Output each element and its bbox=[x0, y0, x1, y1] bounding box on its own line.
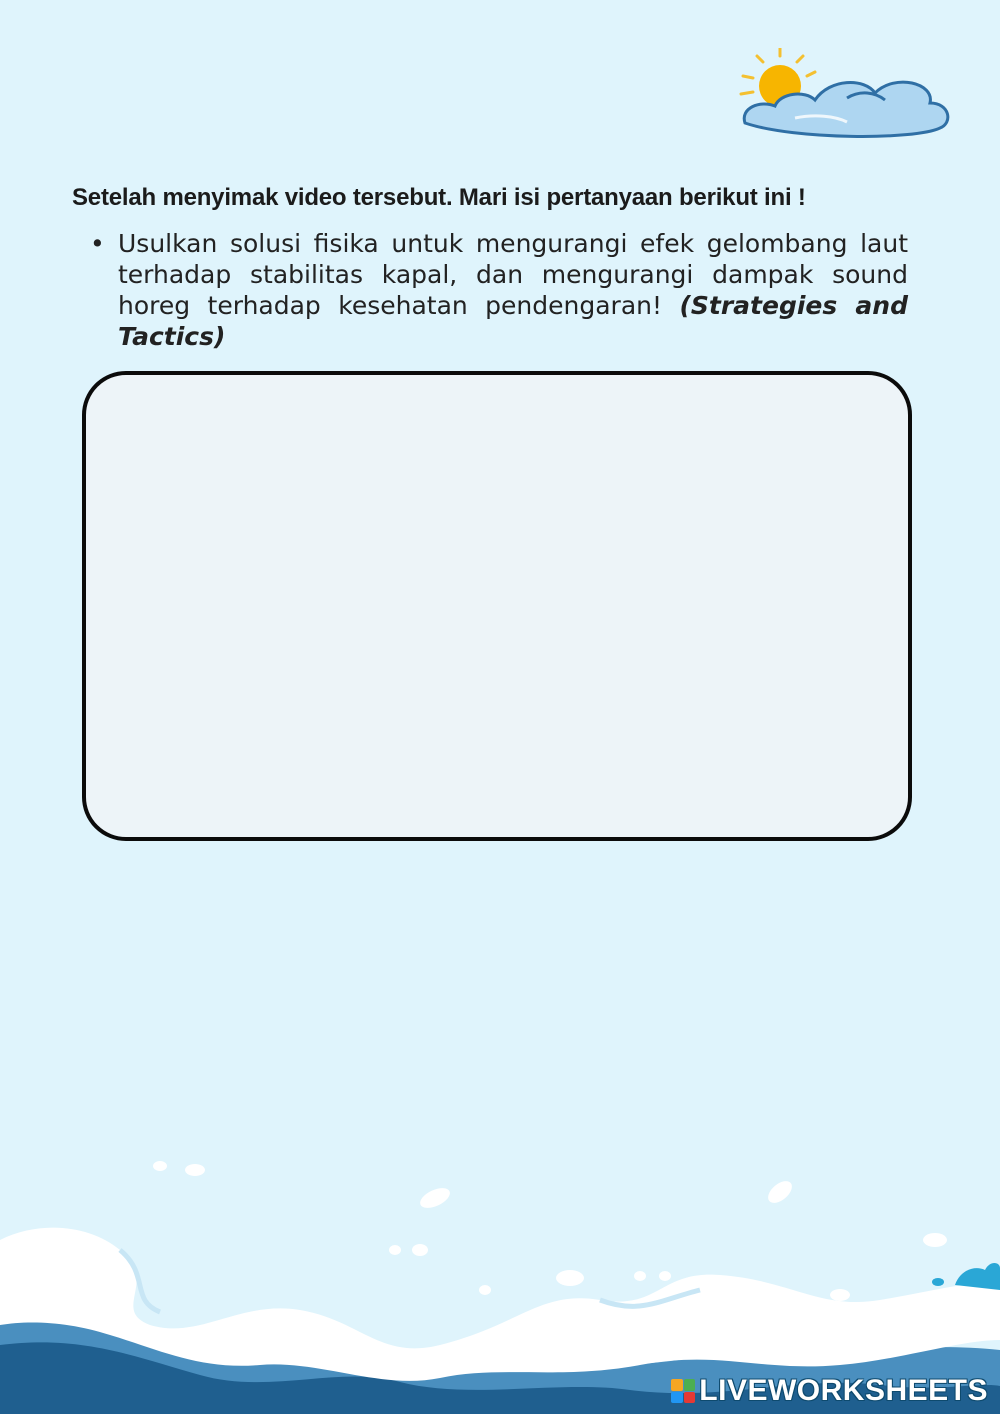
sun-cloud-icon bbox=[735, 48, 955, 143]
question-tag: (Strategies and Tactics) bbox=[118, 291, 908, 351]
brand-logo-icon bbox=[671, 1379, 695, 1403]
logo-square-1 bbox=[671, 1379, 683, 1391]
brand-logo bbox=[671, 1374, 988, 1408]
logo-square-3 bbox=[671, 1392, 683, 1404]
question-list bbox=[90, 228, 908, 352]
instruction-heading: Setelah menyimak video tersebut. Mari isi pertanyaan berikut ini ! bbox=[72, 184, 806, 211]
brand-name: LIVEWORKSHEETS bbox=[699, 1374, 988, 1407]
question-text: Usulkan solusi fisika untuk mengurangi efek gelombang laut terhadap stabilitas kapal, dan mengurangi dampak sound horeg terhadap kesehatan pendengaran! bbox=[118, 229, 908, 320]
question-item bbox=[90, 228, 908, 352]
bullet-point: • bbox=[90, 229, 105, 258]
answer-box[interactable] bbox=[82, 371, 912, 841]
logo-square-4 bbox=[684, 1392, 696, 1404]
logo-square-2 bbox=[684, 1379, 696, 1391]
